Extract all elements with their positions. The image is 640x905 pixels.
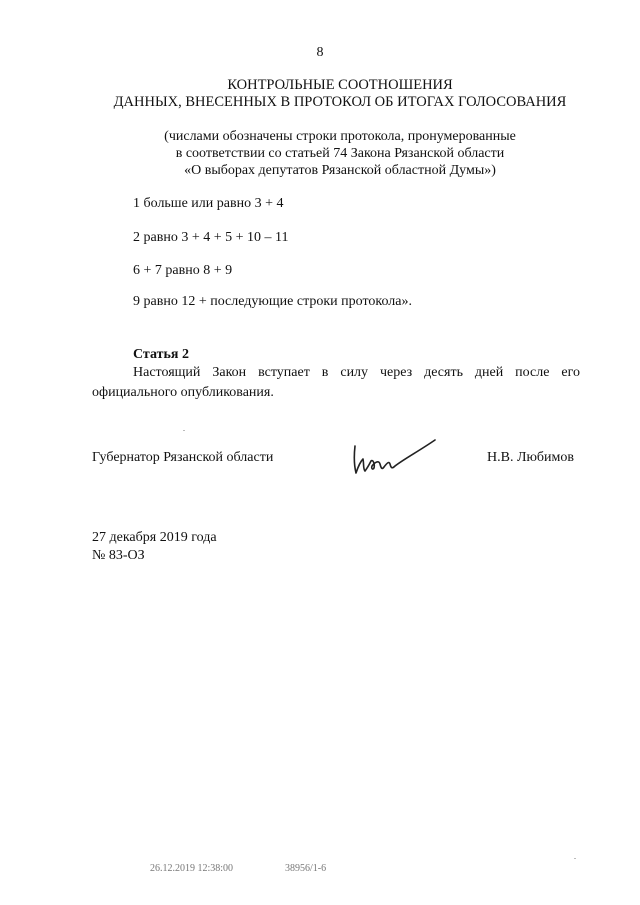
- article-heading: Статья 2: [133, 347, 189, 362]
- subtitle-line-1: (числами обозначены строки протокола, пронумерованные: [164, 129, 516, 144]
- footer-timestamp: 26.12.2019 12:38:00: [150, 863, 234, 874]
- subtitle-line-3: «О выборах депутатов Рязанской областной Думы»): [184, 163, 496, 178]
- scan-speck: [183, 430, 185, 431]
- document-title: [90, 77, 590, 111]
- formula-2: 2 равно 3 + 4 + 5 + 10 – 11: [133, 230, 289, 245]
- page-number: 8: [316, 45, 324, 60]
- title-line-1: КОНТРОЛЬНЫЕ СООТНОШЕНИЯ: [227, 77, 453, 93]
- footer-code: 38956/1-6: [285, 863, 327, 874]
- formula-4: 9 равно 12 + последующие строки протокола».: [133, 294, 412, 309]
- law-date: 27 декабря 2019 года: [92, 530, 217, 545]
- law-number: № 83-ОЗ: [92, 548, 145, 563]
- handwritten-signature: [349, 437, 439, 479]
- subtitle-line-2: в соответствии со статьей 74 Закона Рязанской области: [175, 146, 505, 161]
- scan-speck: [574, 858, 576, 859]
- title-line-2: ДАННЫХ, ВНЕСЕННЫХ В ПРОТОКОЛ ОБ ИТОГАХ ГОЛОСОВАНИЯ: [113, 94, 567, 110]
- article-text: Настоящий Закон вступает в силу через десять дней после его официального опубликования.: [92, 365, 580, 400]
- formula-1: 1 больше или равно 3 + 4: [133, 196, 284, 211]
- signer-name: Н.В. Любимов: [487, 450, 574, 465]
- signer-title: Губернатор Рязанской области: [92, 450, 274, 465]
- document-subtitle: [90, 128, 590, 179]
- formula-3: 6 + 7 равно 8 + 9: [133, 263, 233, 278]
